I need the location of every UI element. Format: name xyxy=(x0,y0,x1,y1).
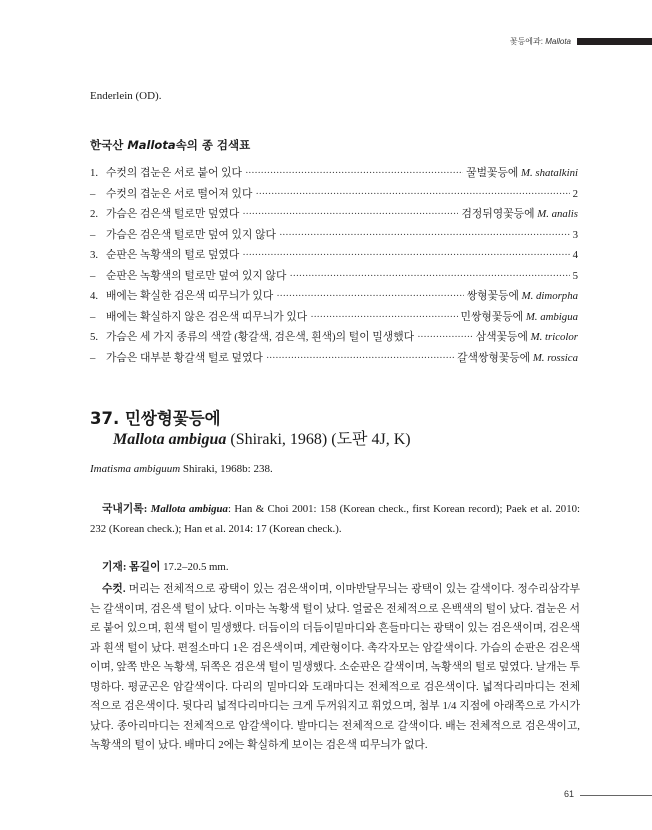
key-row-text: 가슴은 검은색 털로만 덮였다 xyxy=(106,208,240,220)
header-genus: Mallota xyxy=(545,37,571,46)
records-sci-name: Mallota ambigua xyxy=(150,503,228,515)
key-row-text: 가슴은 검은색 털로만 덮여 있지 않다 xyxy=(106,228,276,241)
key-row-number: 3. xyxy=(90,249,99,261)
key-row-result xyxy=(466,165,578,180)
key-row xyxy=(90,206,578,227)
leader-dots xyxy=(242,208,458,220)
key-row-result xyxy=(461,309,578,324)
description-size xyxy=(90,558,580,578)
key-row-text: 배에는 확실한 검은색 띠무늬가 있다 xyxy=(106,290,274,302)
leader-dots xyxy=(242,249,569,261)
key-row-result-name: 3 xyxy=(572,228,578,241)
key-row-number: – xyxy=(90,228,96,241)
synonym-citation: Shiraki, 1968b: 238. xyxy=(180,463,273,475)
key-row-result-name: 민쌍형꽃등에 xyxy=(460,310,526,323)
synonym-name: Imatisma ambiguum xyxy=(90,463,181,475)
key-row xyxy=(90,268,578,289)
key-row-result xyxy=(461,206,578,221)
key-row-number: 5. xyxy=(90,331,99,343)
male-label: 수컷. xyxy=(102,583,126,595)
leader-dots xyxy=(279,229,570,241)
key-row-number: – xyxy=(90,351,96,364)
synonym-line xyxy=(90,463,273,475)
leader-dots xyxy=(310,311,457,323)
key-row-result-name: 4 xyxy=(572,249,578,261)
species-heading: 37. 민쌍형꽃등에 xyxy=(90,409,221,428)
page-number: 61 xyxy=(564,789,575,799)
key-row-result-sci: M. shatalkini xyxy=(521,167,578,179)
key-row-result xyxy=(573,270,578,282)
key-row-result-name: 2 xyxy=(572,187,578,200)
key-row-result-sci: M. tricolor xyxy=(530,331,578,343)
key-row xyxy=(90,309,578,330)
key-row-text: 가슴은 세 가지 종류의 색깔 (황갈색, 검은색, 흰색)의 털이 밀생했다 xyxy=(106,331,415,343)
key-row-number: – xyxy=(90,269,96,282)
key-row-result xyxy=(467,288,578,303)
identification-key xyxy=(90,165,578,370)
leader-dots xyxy=(255,188,569,200)
running-header xyxy=(510,36,652,47)
key-row xyxy=(90,329,578,350)
key-row-text: 수컷의 겹눈은 서로 붙어 있다 xyxy=(106,167,242,179)
key-row-result-sci: M. dimorpha xyxy=(521,290,578,302)
description-label: 기재: 몸길이 xyxy=(102,561,161,573)
continuation-line: Enderlein (OD). xyxy=(90,90,162,102)
key-row-result-name: 검정뒤영꽃등에 xyxy=(461,208,538,220)
key-row-result xyxy=(573,229,578,241)
key-row xyxy=(90,288,578,309)
records-label: 국내기록: xyxy=(102,503,151,515)
header-prefix: 꽃등에과: xyxy=(509,37,546,46)
key-row-result-sci: M. analis xyxy=(537,208,578,220)
key-row-result-name: 쌍형꽃등에 xyxy=(466,290,522,302)
male-description: 머리는 전체적으로 광택이 있는 검은색이며, 이마반달무늬는 광택이 있는 갈색이다. 정수리삼각부는 갈색이며, 검은색 털이 났다. 이마는 녹황색 털이 났다. 얼굴은 전체적으로 은백색의 털이 났다. 겹눈은 서로 붙어 있으며, 흰색 털이 밀생했다. 더듬이의 더듬이밑마디와 흔들마디는 광택이 있는 검은색이며, 검은색과 흰색 털이 났다. 편절소마디 1은 검은색이며, 계란형이다. 촉각자모는 암갈색이다. 가슴의 순판은 검은색이며, 앞쪽 반은 녹황색, 뒤쪽은 검은색 털이 밀생했다. 소순판은 갈색이며, 녹황색의 털로 덮였다. 날개는 투명하다. 평균곤은 암갈색이다. 다리의 밑마디와 도래마디는 전체적으로 검은색이다. 넓적다리마디는 전체적으로 검은색이다. 뒷다리 넓적다리마디는 크게 두꺼워지고 휘었으며, 첨부 1/4 지점에 아래쪽으로 가시가 났다. 종아리마디는 전체적으로 암갈색이다. 발마디는 전체적으로 갈색이다. 배는 전체적으로 검은색이고, 녹황색의 털이 났다. 배마디 2에는 확실하게 보이는 검은색 띠무늬가 없다. xyxy=(90,583,580,751)
species-scientific-name xyxy=(113,426,411,449)
leader-dots xyxy=(266,352,454,364)
key-row-text: 순판은 녹황색의 털로만 덮여 있지 않다 xyxy=(106,269,287,282)
description-paragraph xyxy=(90,580,580,756)
key-row-number: – xyxy=(90,187,96,200)
key-row xyxy=(90,186,578,207)
running-header-text xyxy=(510,36,571,47)
key-row xyxy=(90,227,578,248)
description-size-value: 17.2–20.5 mm. xyxy=(160,561,229,573)
key-row xyxy=(90,350,578,371)
korean-records-paragraph xyxy=(90,500,580,539)
key-title-genus: Mallota xyxy=(127,138,176,152)
key-title-suffix: 속의 종 검색표 xyxy=(175,138,251,152)
key-title-prefix: 한국산 xyxy=(90,138,128,152)
key-row-result xyxy=(476,329,578,344)
key-row-result xyxy=(573,249,578,261)
key-row-result-name: 삼색꽃등에 xyxy=(475,331,531,343)
key-row xyxy=(90,247,578,268)
records-text: : Han & Choi 2001: 158 (Korean check., first Korean record); Paek et al. 2010: 232 (Korean check.); Han et al. 2014: 17 (Korean check.). xyxy=(90,503,580,535)
footer-rule xyxy=(580,795,652,796)
leader-dots xyxy=(289,270,569,282)
key-row-number: 4. xyxy=(90,290,99,302)
species-authority: (Shiraki, 1968) (도판 4J, K) xyxy=(226,431,411,448)
key-row-text: 순판은 녹황색의 털로 덮였다 xyxy=(106,249,240,261)
key-row-result-sci: M. rossica xyxy=(532,351,578,364)
leader-dots xyxy=(417,331,473,343)
key-row-number: – xyxy=(90,310,96,323)
key-row-text: 가슴은 대부분 황갈색 털로 덮였다 xyxy=(106,351,263,364)
key-row-text: 수컷의 겹눈은 서로 떨어져 있다 xyxy=(106,187,253,200)
header-bar xyxy=(577,38,652,45)
key-row-result xyxy=(573,188,578,200)
key-row-text: 배에는 확실하지 않은 검은색 띠무늬가 있다 xyxy=(106,310,308,323)
leader-dots xyxy=(276,290,464,302)
key-row-result-name: 갈색쌍형꽃등에 xyxy=(457,351,533,364)
key-row-result-name: 꿀벌꽃등에 xyxy=(466,167,522,179)
key-row-result-sci: M. ambigua xyxy=(525,310,578,323)
key-row-result-name: 5 xyxy=(572,269,578,282)
species-sci: Mallota ambigua xyxy=(113,431,227,448)
key-row-number: 2. xyxy=(90,208,99,220)
leader-dots xyxy=(245,167,463,179)
key-row-result xyxy=(457,350,578,365)
key-row xyxy=(90,165,578,186)
key-title xyxy=(90,137,250,153)
key-row-number: 1. xyxy=(90,167,99,179)
